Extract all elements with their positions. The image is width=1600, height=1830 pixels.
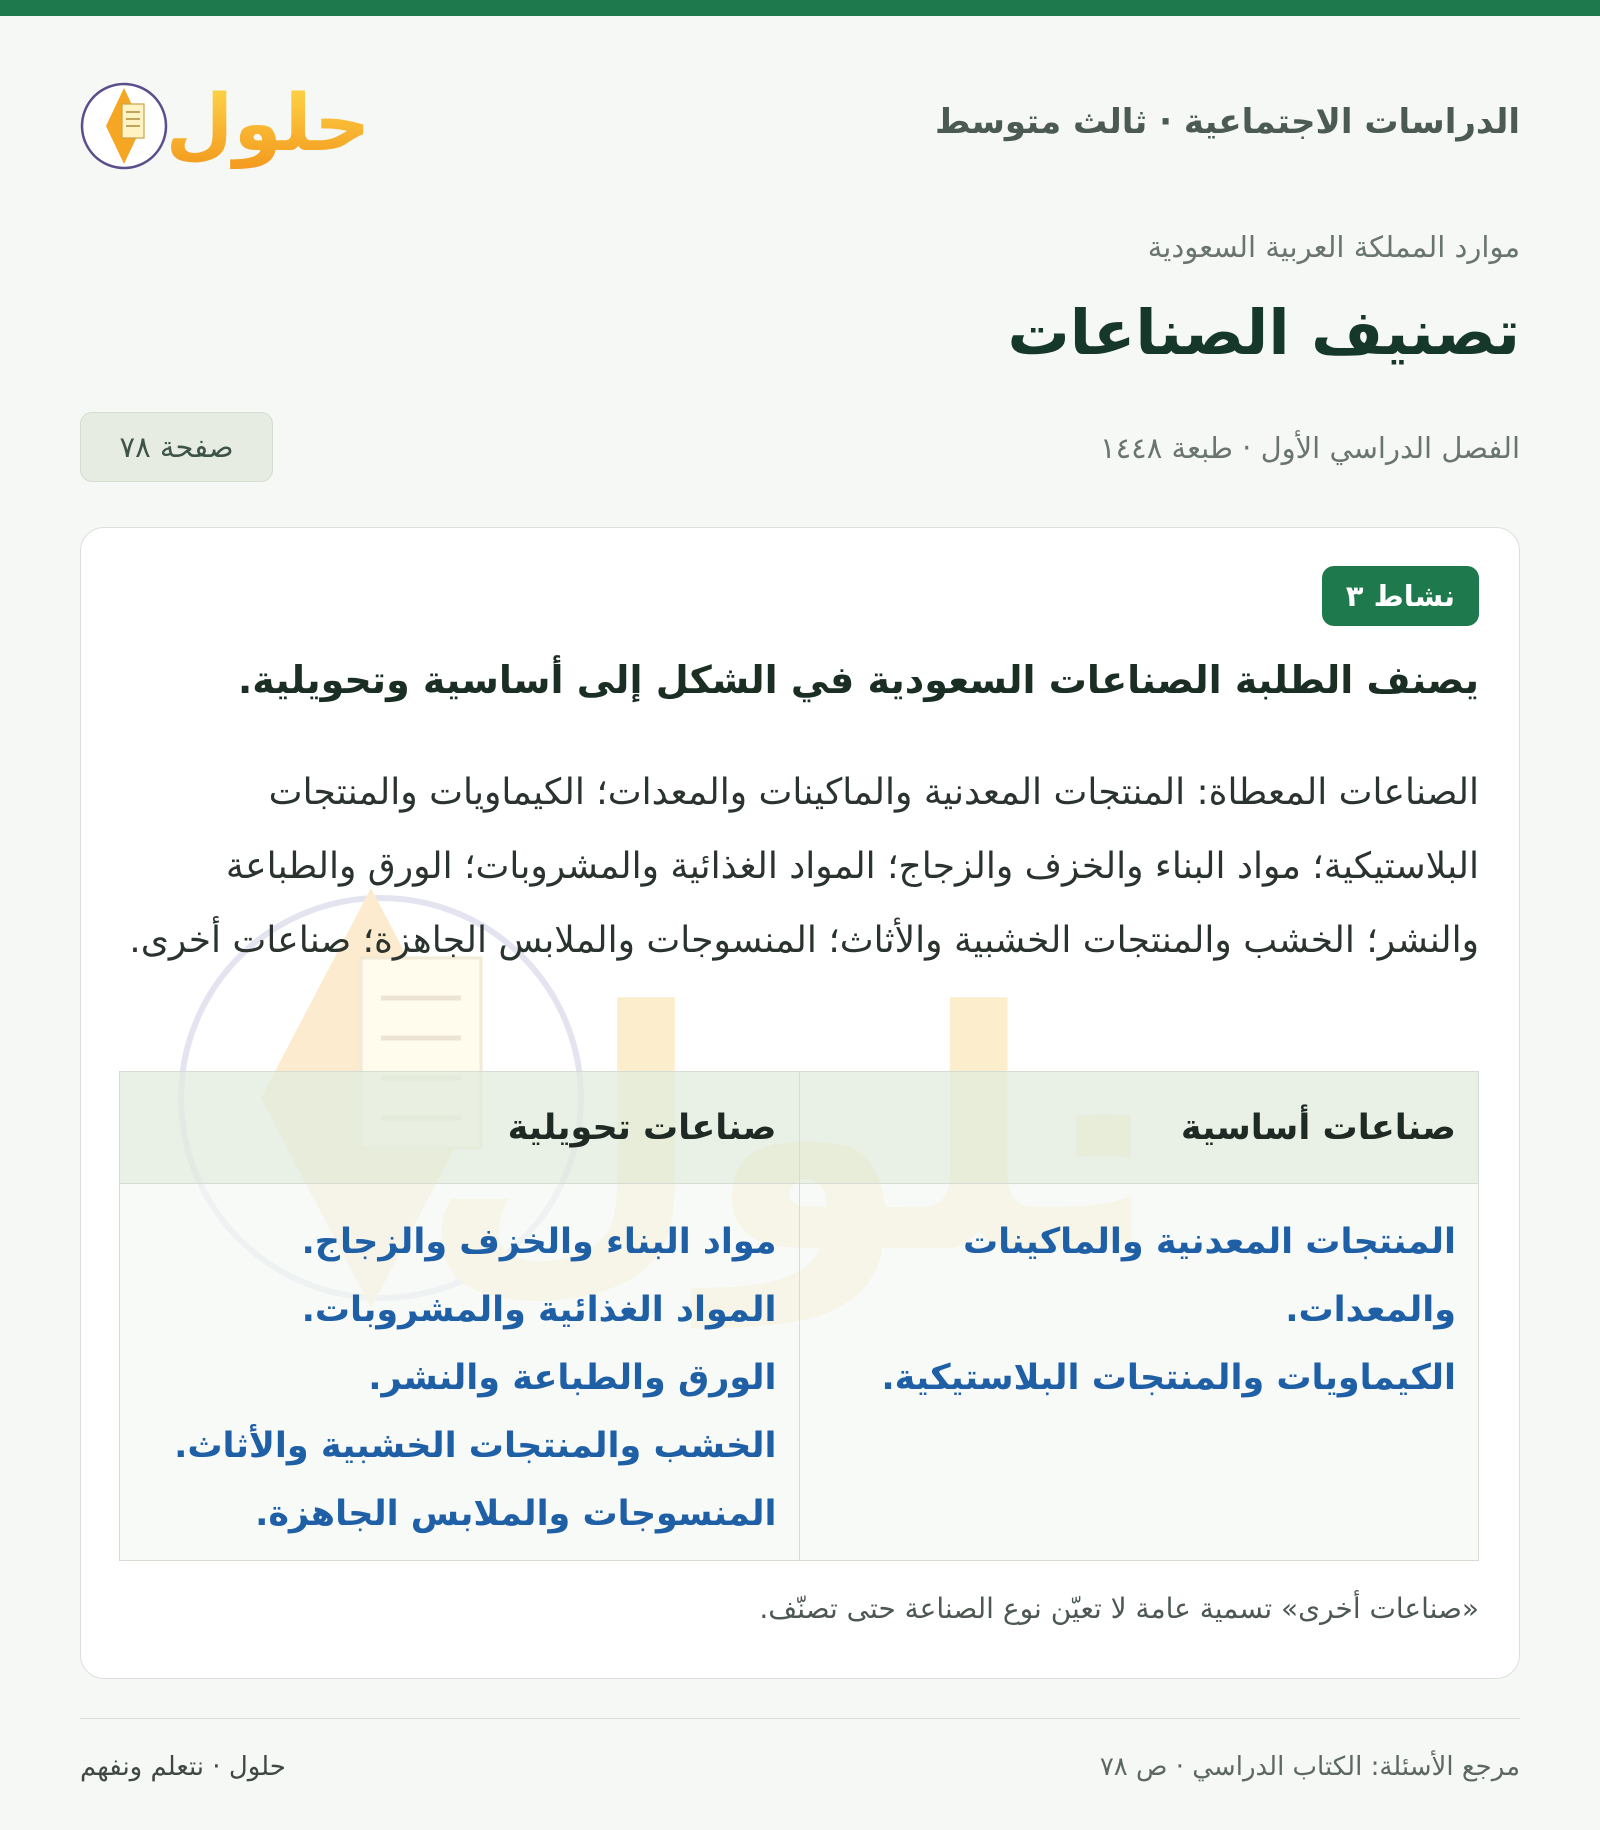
footer-reference: مرجع الأسئلة: الكتاب الدراسي · ص ٧٨ (1099, 1752, 1520, 1782)
basic-industries-header: صناعات أساسية (799, 1072, 1479, 1184)
subject-title: الدراسات الاجتماعية · ثالث متوسط (935, 102, 1520, 142)
conversion-item: الورق والطباعة والنشر. (368, 1358, 777, 1398)
activity-card (80, 527, 1520, 1679)
edition-meta: الفصل الدراسي الأول · طبعة ١٤٤٨ (1100, 431, 1520, 465)
section-label: موارد المملكة العربية السعودية (1147, 230, 1520, 264)
conversion-item: المنسوجات والملابس الجاهزة. (255, 1494, 777, 1534)
classification-table (119, 1071, 1479, 1561)
page-title: تصنيف الصناعات (1007, 296, 1520, 369)
basic-industries-cell (799, 1184, 1479, 1561)
activity-tag: نشاط ٣ (1322, 566, 1479, 626)
top-accent-bar (0, 0, 1600, 16)
conversion-industries-header: صناعات تحويلية (120, 1072, 800, 1184)
footer-divider (80, 1718, 1520, 1719)
activity-question: يصنف الطلبة الصناعات السعودية في الشكل إلى أساسية وتحويلية. (237, 658, 1479, 702)
page-number-badge: صفحة ٧٨ (80, 412, 273, 482)
conversion-item: مواد البناء والخزف والزجاج. (301, 1222, 777, 1262)
logo-wordmark: حلول (165, 79, 370, 169)
hulul-logo[interactable] (80, 62, 370, 188)
conversion-item: الخشب والمنتجات الخشبية والأثاث. (174, 1426, 777, 1466)
page-header (80, 62, 1520, 188)
footer-brand[interactable]: حلول · نتعلم ونفهم (80, 1752, 286, 1782)
given-industries-text: الصناعات المعطاة: المنتجات المعدنية والماكينات والمعدات؛ الكيماويات والمنتجات البلاستيكية؛ مواد البناء والخزف والزجاج؛ المواد الغذائية والمشروبات؛ الورق والطباعة والنشر؛ الخشب والمنتجات الخشبية والأثاث؛ المنسوجات والملابس الجاهزة؛ صناعات أخرى. (129, 772, 1479, 961)
basic-item: الكيماويات والمنتجات البلاستيكية. (881, 1358, 1456, 1398)
conversion-item: المواد الغذائية والمشروبات. (301, 1290, 777, 1330)
basic-item: المنتجات المعدنية والماكينات والمعدات. (962, 1222, 1456, 1330)
other-industries-note: «صناعات أخرى» تسمية عامة لا تعيّن نوع الصناعة حتى تصنّف. (759, 1592, 1479, 1625)
conversion-industries-cell (120, 1184, 800, 1561)
